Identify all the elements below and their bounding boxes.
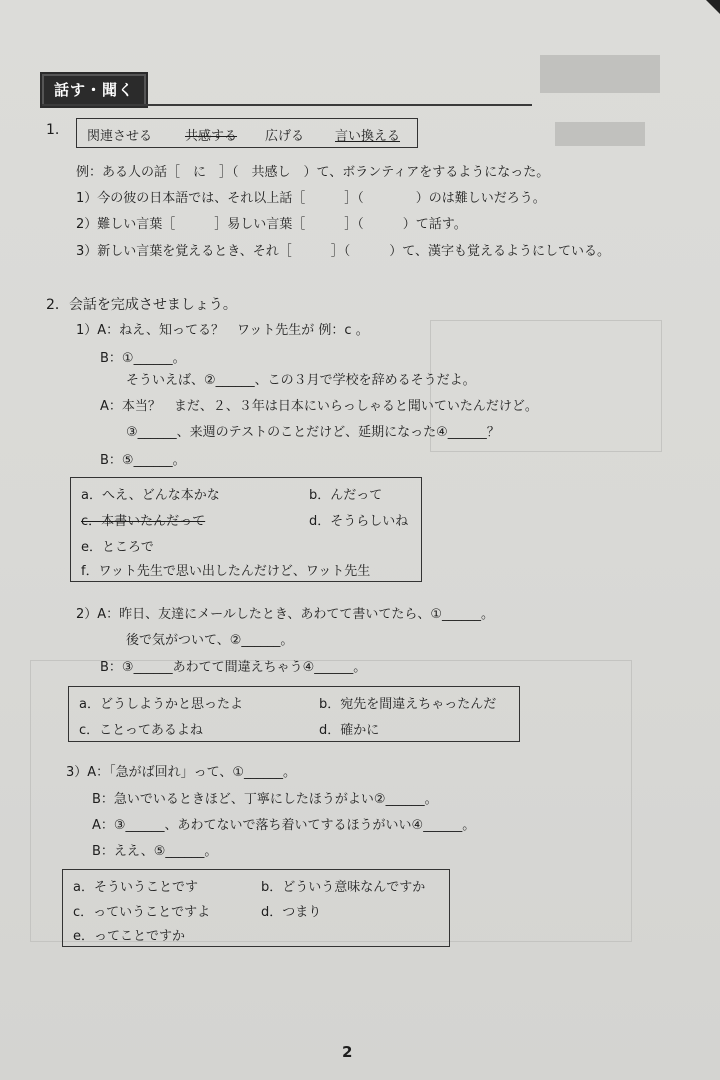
dialogue-2-line: 2）A：昨日、友達にメールしたとき、あわてて書いてたら、①______。 bbox=[76, 607, 495, 622]
choice-item: a．へえ、どんな本かな bbox=[81, 488, 220, 503]
page-corner-mark bbox=[706, 0, 720, 14]
dialogue-1-choices bbox=[70, 477, 422, 582]
choice-item: c．っていうことですよ bbox=[73, 905, 211, 920]
choice-item: d．そうらしいね bbox=[309, 514, 409, 529]
choice-item-used: c．本書いたんだって bbox=[81, 514, 206, 529]
choice-item: e．ところで bbox=[81, 540, 154, 555]
dialogue-1-line: そういえば、②______、この３月で学校を辞めるそうだよ。 bbox=[126, 373, 476, 388]
choice-item: b．宛先を間違えちゃったんだ bbox=[319, 697, 497, 712]
q1-item: 1）今の彼の日本語では、それ以上話［ ］（ ）のは難しいだろう。 bbox=[76, 191, 546, 206]
choice-item: b．どういう意味なんですか bbox=[261, 880, 426, 895]
choice-item: d．確かに bbox=[319, 723, 380, 738]
choice-item: c．ことってあるよね bbox=[79, 723, 203, 738]
dialogue-1-line: B：①______。 bbox=[100, 351, 186, 366]
question-1-number: 1. bbox=[46, 122, 60, 138]
choice-item: d．つまり bbox=[261, 905, 322, 920]
bleed-through-mark bbox=[555, 122, 645, 146]
dialogue-3-line: B：急いでいるときほど、丁寧にしたほうがよい②______。 bbox=[92, 792, 438, 807]
section-rule bbox=[42, 104, 532, 106]
dialogue-2-line: B：③______あわてて間違えちゃう④______。 bbox=[100, 660, 367, 675]
choice-item: a．どうしようかと思ったよ bbox=[79, 697, 243, 712]
dialogue-2-line: 後で気がついて、②______。 bbox=[126, 633, 294, 648]
q1-item: 2）難しい言葉［ ］易しい言葉［ ］（ ）て話す。 bbox=[76, 217, 467, 232]
dialogue-1-line: 1）A：ねえ、知ってる？ ワット先生が 例：c 。 bbox=[76, 323, 369, 338]
bleed-through-mark bbox=[540, 55, 660, 93]
q1-item: 3）新しい言葉を覚えるとき、それ［ ］（ ）て、漢字も覚えるようにしている。 bbox=[76, 244, 610, 259]
word-box bbox=[76, 118, 418, 148]
dialogue-2-choices bbox=[68, 686, 520, 742]
dialogue-1-line: B：⑤______。 bbox=[100, 453, 186, 468]
choice-item: f．ワット先生で思い出したんだけど、ワット先生 bbox=[81, 564, 371, 579]
word-choice: 広げる bbox=[265, 129, 305, 144]
page-number: 2 bbox=[342, 1043, 353, 1061]
dialogue-3-choices bbox=[62, 869, 450, 947]
dialogue-3-line: B：ええ、⑤______。 bbox=[92, 844, 218, 859]
word-choice-used: 共感する bbox=[185, 129, 238, 144]
dialogue-1-line: ③______、来週のテストのことだけど、延期になった④______？ bbox=[126, 425, 500, 440]
dialogue-3-line: A：③______、あわてないで落ち着いてするほうがいい④______。 bbox=[92, 818, 476, 833]
dialogue-1-line: A：本当？ まだ、２、３年は日本にいらっしゃると聞いていたんだけど。 bbox=[100, 399, 538, 414]
choice-item: a．そういうことです bbox=[73, 880, 198, 895]
dialogue-3-line: 3）A：「急がば回れ」って、①______。 bbox=[66, 765, 297, 780]
word-choice: 言い換える bbox=[335, 129, 401, 144]
choice-item: b．んだって bbox=[309, 488, 383, 503]
section-title: 話す・聞く bbox=[42, 74, 146, 106]
q1-example: 例：ある人の話［ に ］（ 共感し ）て、ボランティアをするようになった。 bbox=[76, 165, 550, 180]
word-choice: 関連させる bbox=[87, 129, 153, 144]
choice-item: e．ってことですか bbox=[73, 929, 185, 944]
question-2-title: 2．会話を完成させましょう。 bbox=[46, 297, 237, 313]
